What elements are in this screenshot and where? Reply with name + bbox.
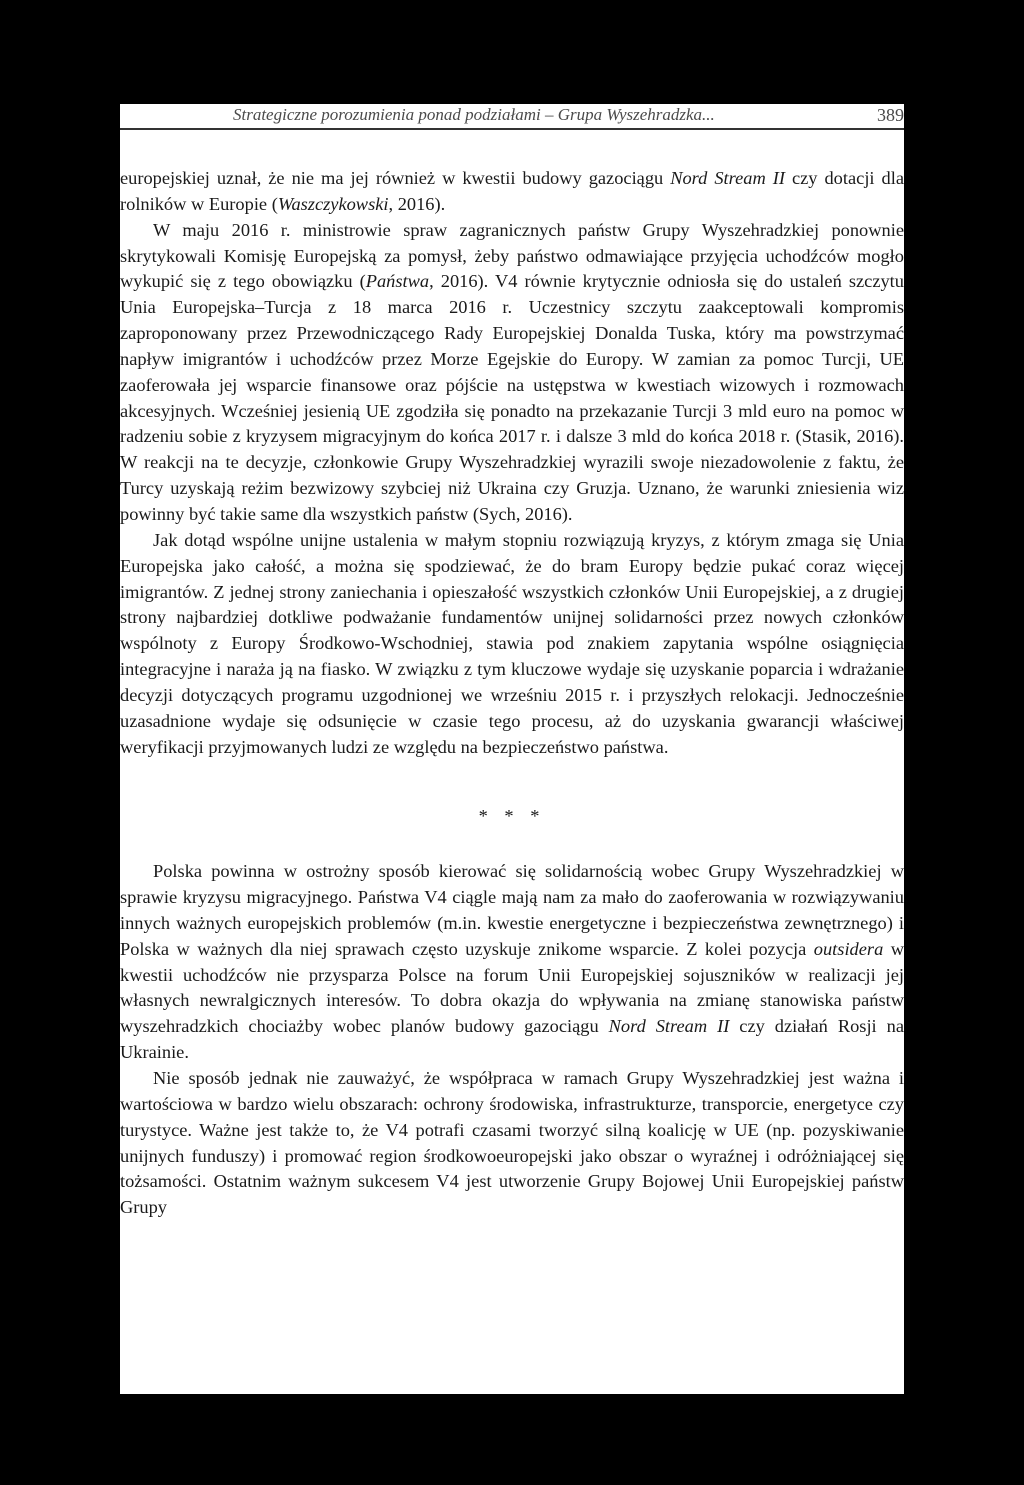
emphasis-outsidera: outsidera <box>813 938 884 959</box>
paragraph <box>120 859 904 1066</box>
section-separator: * * * <box>478 806 546 827</box>
paragraph: Jak dotąd wspólne unijne ustalenia w małym stopniu rozwiązują kryzys, z którym zmaga się Unia Europejska jako całość, a można się spodziewać, że do bram Europy będzie pukać coraz więcej imigrantów. Z jednej strony zaniechania i opieszałość wszystkich członków Unii Europejskiej, a z drugiej strony najbardziej dotkliwe podważanie fundamentów unijnej solidarności przez nowych członków wspólnoty z Europy Środkowo-Wschodniej, stawia pod znakiem zapytania wspólne osiągnięcia integracyjne i naraża ją na fiasko. W związku z tym kluczowe wydaje się uzyskanie poparcia i wdrażanie decyzji dotyczących programu uzgodnionej we wrześniu 2015 r. i przyszłych relokacji. Jednocześnie uzasadnione wydaje się odsunięcie w czasie tego procesu, aż do uzyskania gwarancji właściwej weryfikacji przyjmowanych ludzi ze względu na bezpieczeństwo państwa. <box>120 529 904 757</box>
page-number: 389 <box>877 105 904 125</box>
text-run: w kwestii uchodźców nie przysparza Polsce na forum Unii Europejskiej sojuszników w realizacji jej własnych newralgicznych interesów. To dobra okazja do wpływania na zmianę stanowiska państw wyszehradzkich chociażby wobec planów budowy gazociągu <box>120 938 904 1037</box>
body-text <box>120 166 904 1221</box>
paragraph-continued <box>120 166 904 218</box>
text-run: czy dotacji dla rolników w Europie ( <box>120 168 904 214</box>
running-title: Strategiczne porozumienia ponad podziałami – Grupa Wyszehradzka... <box>233 105 715 124</box>
paragraph: Nie sposób jednak nie zauważyć, że współpraca w ramach Grupy Wyszehradzkiej jest ważna i wartościowa w bardzo wielu obszarach: ochrony środowiska, infrastrukturze, transporcie, energetyce czy turystyce. Ważne jest także to, że V4 potrafi czasami tworzyć silną koalicję w UE (np. pozyskiwanie unijnych funduszy) i promować region środkowoeuropejski jako obszar o wyraźnej i odróżniającej się tożsamości. Ostatnim ważnym sukcesem V4 jest utworzenie Grupy Bojowej Unii Europejskiej państw Grupy <box>120 1068 904 1218</box>
header-rule <box>120 128 904 130</box>
citation-source: Państwa <box>365 271 430 292</box>
text-run: , 2016). V4 równie krytycznie odniosła się do ustaleń szczytu Unia Europejska–Turcja z 18 marca 2016 r. Uczestnicy szczytu zaakceptowali kompromis zaproponowany przez Przewodniczącego Rady Europejskiej Donalda Tuska, który ma powstrzymać napływ imigrantów i uchodźców przez Morze Egejskie do Europy. W zamian za pomoc Turcji, UE zaoferowała jej wsparcie finansowe oraz pójście na ustępstwa w kwestiach wizowych i rozmowach akcesyjnych. Wcześniej jesienią UE zgodziła się ponadto na przekazanie Turcji 3 mld euro na pomoc w radzeniu sobie z kryzysem migracyjnym do końca 2017 r. i dalsze 3 mld do końca 2018 r. (Stasik, 2016). W reakcji na te decyzje, członkowie Grupy Wyszehradzkiej wyrazili swoje niezadowolenie z faktu, że Turcy uzyskają reżim bezwizowy szybciej niż Ukraina czy Gruzja. Uznano, że warunki zniesienia wiz powinny być takie same dla wszystkich państw (Sych, 2016). <box>120 271 904 524</box>
emphasis-nord-stream: Nord Stream II <box>608 1016 730 1037</box>
running-head <box>120 104 904 126</box>
text-run: , 2016). <box>388 193 446 214</box>
citation-author: Waszczykowski <box>277 193 389 214</box>
emphasis-nord-stream: Nord Stream II <box>670 168 785 188</box>
text-run: Polska powinna w ostrożny sposób kierować się solidarnością wobec Grupy Wyszehradzkiej w sprawie kryzysu migracyjnego. Państwa V4 ciągle mają nam za mało do zaoferowania w rozwiązywaniu innych ważnych europejskich problemów (m.in. kwestie energetyczne i bezpieczeństwa zewnętrznego) i Polska w ważnych dla niej sprawach często uzyskuje znikome wsparcie. Z kolei pozycja <box>120 861 904 959</box>
text-run: W maju 2016 r. ministrowie spraw zagranicznych państw Grupy Wyszehradzkiej ponownie skrytykowali Komisję Europejską za pomysł, żeby państwo odmawiające przyjęcia uchodźców mogło wykupić się z tego obowiązku ( <box>120 219 904 292</box>
paragraph <box>120 218 904 528</box>
text-run: europejskiej uznał, że nie ma jej również w kwestii budowy gazociągu <box>120 168 671 188</box>
text-run: czy działań Rosji na Ukrainie. <box>120 1016 904 1063</box>
document-page <box>120 104 904 1394</box>
